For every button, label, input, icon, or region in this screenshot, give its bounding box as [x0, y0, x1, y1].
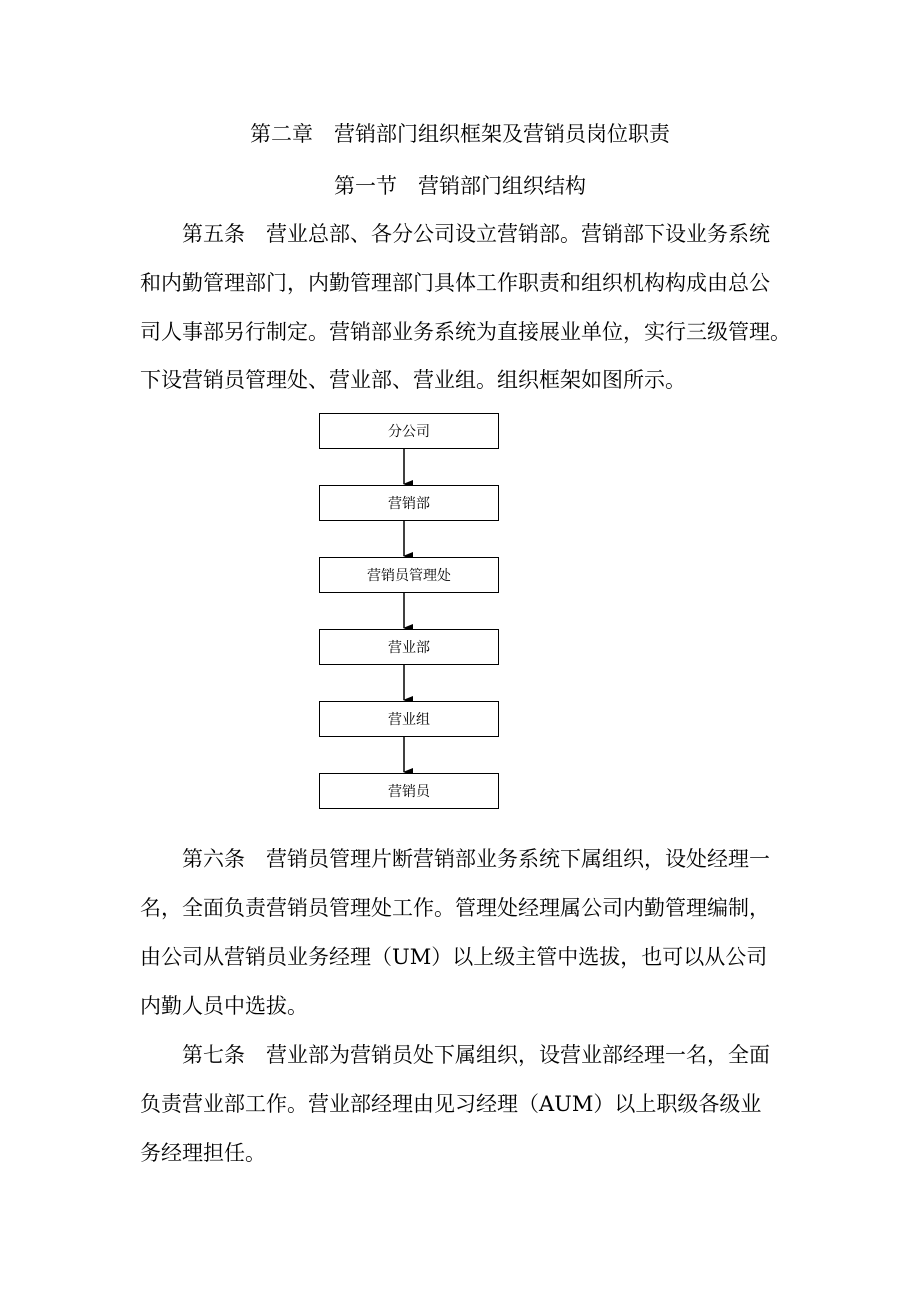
article-7-line: 负责营业部工作。营业部经理由见习经理（AUM）以上职级各级业 [140, 1092, 762, 1116]
org-node-marketing-dept: 营销部 [319, 485, 499, 521]
article-6-line: 名，全面负责营销员管理处工作。管理处经理属公司内勤管理编制， [140, 896, 770, 920]
article-6-line: 内勤人员中选拔。 [140, 994, 308, 1018]
article-5-line: 第五条 营业总部、各分公司设立营销部。营销部下设业务系统 [182, 222, 770, 246]
article-7-line: 务经理担任。 [140, 1141, 266, 1165]
org-node-sales-group: 营业组 [319, 701, 499, 737]
article-6-line: 由公司从营销员业务经理（UM）以上级主管中选拔，也可以从公司 [140, 945, 768, 969]
chapter-title: 第二章 营销部门组织框架及营销员岗位职责 [250, 122, 670, 146]
article-5-line: 和内勤管理部门，内勤管理部门具体工作职责和组织机构构成由总公 [140, 271, 770, 295]
section-title: 第一节 营销部门组织结构 [334, 174, 586, 198]
org-node-sales-agent: 营销员 [319, 773, 499, 809]
org-node-branch-company: 分公司 [319, 413, 499, 449]
article-7-line: 第七条 营业部为营销员处下属组织，设营业部经理一名，全面 [182, 1043, 770, 1067]
org-node-agent-management-office: 营销员管理处 [319, 557, 499, 593]
article-5-line: 下设营销员管理处、营业部、营业组。组织框架如图所示。 [140, 368, 686, 392]
article-6-line: 第六条 营销员管理片断营销部业务系统下属组织，设处经理一 [182, 847, 770, 871]
org-node-sales-dept: 营业部 [319, 629, 499, 665]
article-5-line: 司人事部另行制定。营销部业务系统为直接展业单位，实行三级管理。 [140, 320, 791, 344]
